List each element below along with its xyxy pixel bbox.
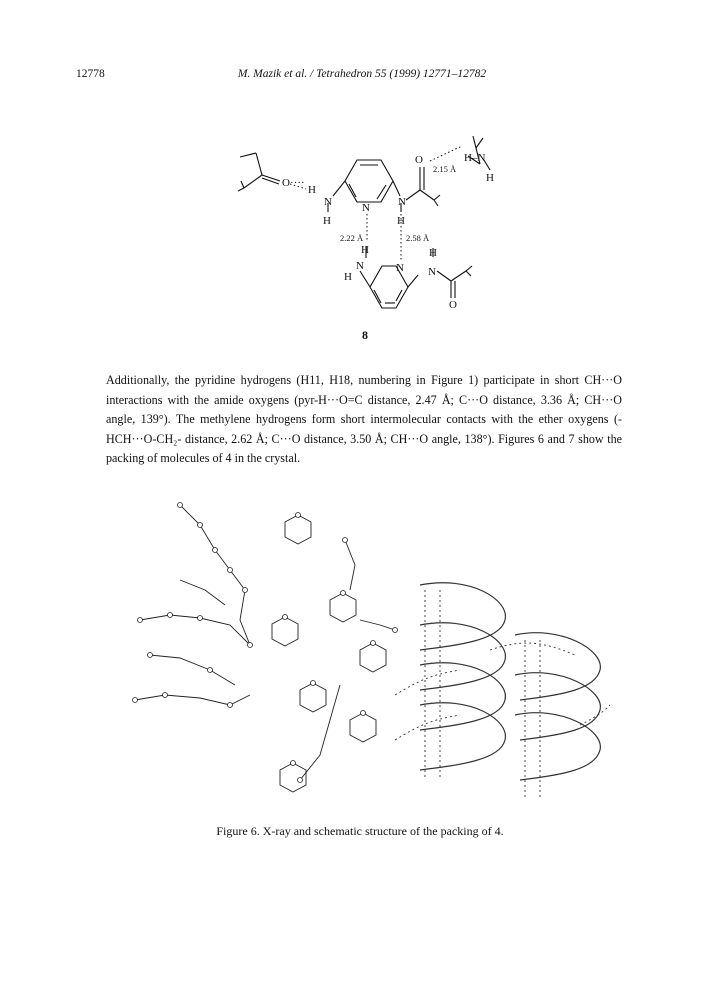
atom-h: H	[429, 247, 437, 259]
atom-n: N	[324, 196, 332, 208]
atom-o: O	[449, 299, 457, 311]
atom-h: H	[361, 244, 369, 256]
upper-pyridine-ring	[345, 160, 393, 202]
hydrogen-bond-scheme	[0, 0, 720, 360]
figure-caption: Figure 6. X-ray and schematic structure of the packing of 4.	[216, 824, 504, 838]
page-number: 12778	[76, 68, 105, 80]
atom-n: N	[428, 266, 436, 278]
atom-n: N	[398, 196, 406, 208]
schematic-helices	[420, 583, 600, 780]
packing-figure	[0, 480, 720, 825]
atom-h: H	[308, 184, 316, 196]
atom-o-left: O····	[282, 177, 305, 189]
atom-h: H	[397, 215, 405, 227]
distance-label: 2.58 Å	[406, 233, 430, 243]
atom-n: N	[356, 260, 364, 272]
atom-h: H	[344, 271, 352, 283]
atom-h: H	[486, 172, 494, 184]
running-head: M. Mazik et al. / Tetrahedron 55 (1999) 12771–12782	[237, 68, 487, 80]
atom-o: O	[415, 154, 423, 166]
body-paragraph: Additionally, the pyridine hydrogens (H11, H18, numbering in Figure 1) participate in short CH···O interactions with the amide oxygens (pyr-H···O=C distance, 2.47 Å; C···O distance, 3.36 Å; CH···O angle, 139°). The methylene hydrogens form short intermolecular contacts with the ether oxygens (-HCH···O-CH₂- distance, 2.62 Å; C···O distance, 3.50 Å; CH···O angle, 138°). Figures 6 and 7 show the packing of molecules of 4 in the crystal.	[106, 373, 622, 465]
atom-n-pyridine: N	[362, 202, 370, 214]
atom-h: H	[323, 215, 331, 227]
compound-label: 8	[362, 328, 368, 342]
xray-packing-structure	[135, 505, 395, 792]
distance-label: 2.22 Å	[340, 233, 364, 243]
atom-h-n: H–N	[464, 152, 486, 164]
distance-label: 2.15 Å	[433, 164, 457, 174]
atom-n-pyridine: N	[396, 262, 404, 274]
